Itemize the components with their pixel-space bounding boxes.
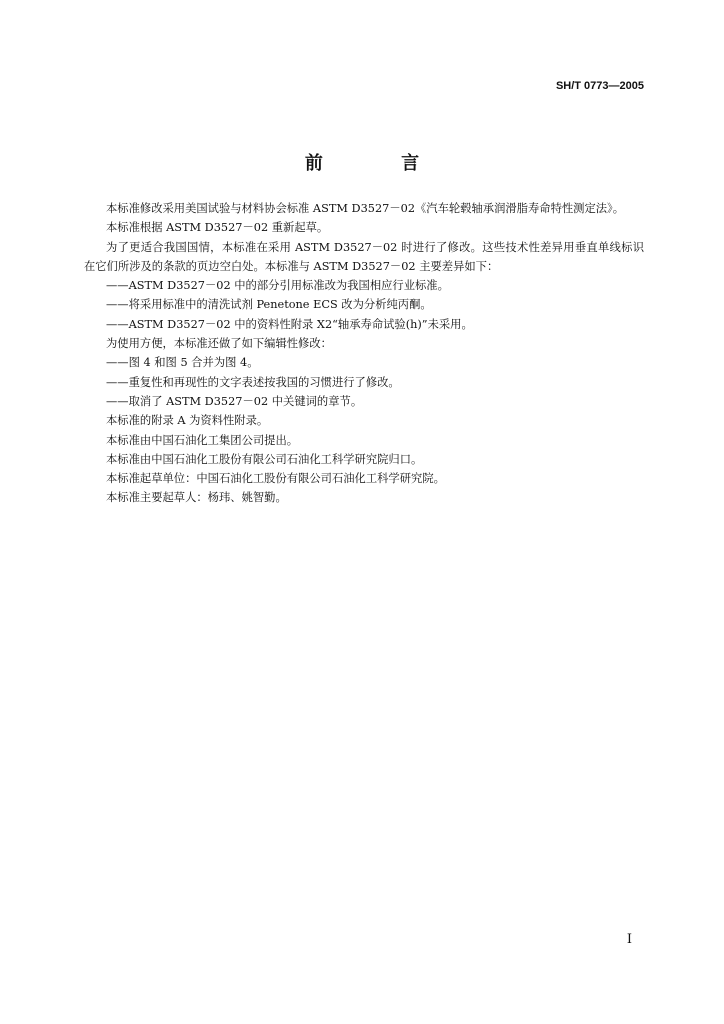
paragraph-annex: 本标准的附录 A 为资料性附录。: [106, 414, 269, 428]
paragraph-editorial: 为使用方便，本标准还做了如下编辑性修改：: [106, 337, 332, 351]
list-item-difference-3: ——ASTM D3527－02 中的资料性附录 X2“轴承寿命试验(h)”未采用。: [106, 317, 473, 331]
paragraph-drafting-unit: 本标准起草单位：中国石油化工股份有限公司石油化工科学研究院。: [106, 472, 445, 486]
list-item-difference-1: ——ASTM D3527－02 中的部分引用标准改为我国相应行业标准。: [106, 279, 449, 293]
paragraph-redrafted: 本标准根据 ASTM D3527－02 重新起草。: [106, 221, 329, 235]
paragraph-proposed-by: 本标准由中国石油化工集团公司提出。: [106, 433, 299, 447]
list-item-editorial-3: ——取消了 ASTM D3527－02 中关键词的章节。: [106, 394, 363, 408]
list-item-difference-2: ——将采用标准中的清洗试剂 Penetone ECS 改为分析纯丙酮。: [106, 298, 432, 312]
page-title: 前 言: [304, 153, 456, 174]
list-item-editorial-2: ——重复性和再现性的文字表述按我国的习惯进行了修改。: [106, 375, 400, 389]
foreword-body: [84, 199, 644, 508]
list-item-editorial-1: ——图 4 和图 5 合并为图 4。: [106, 356, 259, 370]
paragraph-adoption: 本标准修改采用美国试验与材料协会标准 ASTM D3527－02《汽车轮毂轴承润滑脂寿命特性测定法》。: [106, 202, 624, 215]
page-number: I: [626, 932, 632, 947]
paragraph-modifications: 为了更适合我国国情，本标准在采用 ASTM D3527－02 时进行了修改。这些技术性差异用垂直单线标识在它们所涉及的条款的页边空白处。本标准与 ASTM D3527－02 主要差异如下：: [84, 240, 644, 273]
paragraph-drafters: 本标准主要起草人：杨玮、姚智勤。: [106, 491, 287, 505]
paragraph-under-jurisdiction: 本标准由中国石油化工股份有限公司石油化工科学研究院归口。: [106, 452, 423, 466]
standard-code: SH/T 0773—2005: [555, 80, 644, 92]
